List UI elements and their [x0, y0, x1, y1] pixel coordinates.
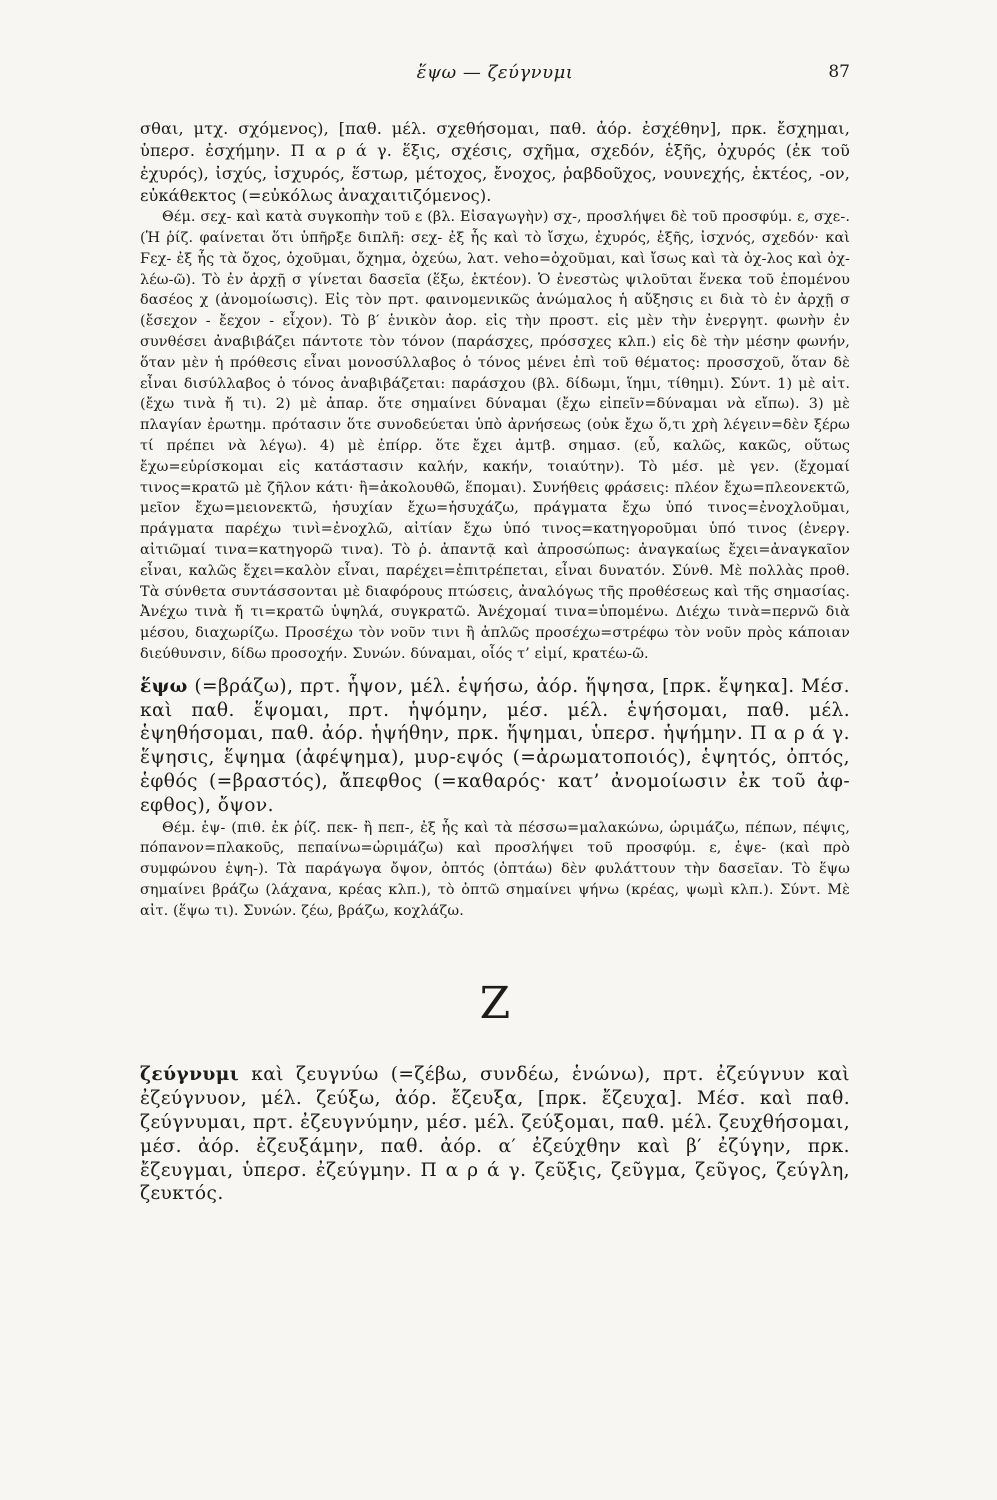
entry-text: (=βράζω), πρτ. ἧψον, μέλ. ἑψήσω, ἀόρ. ἥψησα, [πρκ. ἕψηκα]. Μέσ. καὶ παθ. ἕψομαι, πρτ. ἡψόμην, μέσ. μέλ. ἑψήσομαι, παθ. μέλ. ἑψηθήσομαι, παθ. ἀόρ. ἡψήθην, πρκ. ἥψημαι, ὑπερσ. ἡψήμην. Π α ρ ά γ. ἕψησις, ἕψημα (ἀφέψημα), μυρ-εψός (=ἀρωματοποιός), ἑψητός, ὀπτός, ἑφθός (=βραστός), ἄπεφθος (=καθαρός· κατ’ ἀνομοίωσιν ἐκ τοῦ ἀφ-εφθος), ὄψον.	[140, 675, 850, 816]
entry-text: καὶ ζευγνύω (=ζέβω, συνδέω, ἑνώνω), πρτ. ἐζεύγνυν καὶ ἐζεύγνυον, μέλ. ζεύξω, ἀόρ. ἔζευξα, [πρκ. ἔζευχα]. Μέσ. καὶ παθ. ζεύγνυμαι, πρτ. ἐζευγνύμην, μέσ. μέλ. ζεύξομαι, παθ. μέλ. ζευχθήσομαι, μέσ. ἀόρ. ἐζευξάμην, παθ. ἀόρ. α′ ἐζεύχθην καὶ β′ ἐζύγην, πρκ. ἔζευγμαι, ὑπερσ. ἐζεύγμην. Π α ρ ά γ. ζεῦξις, ζεῦγμα, ζεῦγος, ζεύγλη, ζευκτός.	[140, 1064, 851, 1205]
entry-zeugnymi	[140, 1063, 850, 1206]
etymology-block-hepso	[140, 818, 850, 922]
entry-hepso	[140, 675, 850, 818]
etymology-text: Θέμ. σεχ- καὶ κατὰ συγκοπὴν τοῦ ε (βλ. Εἰσαγωγὴν) σχ-, προσλήψει δὲ τοῦ προσφύμ. ε, σχε-. (Ἡ ῥίζ. φαίνεται ὅτι ὑπῆρξε διπλῆ: σεχ- ἐξ ἧς καὶ τὸ ἴσχω, ἐχυρός, ἑξῆς, ἰσχνός, σχεδόν· καὶ Ϝεχ- ἐξ ἧς τὰ ὄχος, ὀχοῦμαι, ὄχημα, ὀχεύω, λατ. veho=ὀχοῦμαι, καὶ ἴσως καὶ τὰ ὀχ-λος καὶ ὀχ-λέω-ῶ). Τὸ ἐν ἀρχῇ σ γίνεται δασεῖα (ἕξω, ἑκτέον). Ὁ ἐνεστὼς ψιλοῦται ἕνεκα τοῦ ἑπομένου δασέος χ (ἀνομοίωσις). Εἰς τὸν πρτ. φαινομενικῶς ἀνώμαλος ἡ αὔξησις ει διὰ τὸ ἐν ἀρχῇ σ (ἔσεχον - ἔεχον - εἶχον). Τὸ β′ ἑνικὸν ἀορ. εἰς τὴν προστ. εἰς μὲν τὴν ἐνεργητ. φωνὴν ἐν συνθέσει ἀναβιβάζει πάντοτε τὸν τόνον (παράσχες, πρόσσχες κλπ.) εἰς δὲ τὴν μέσην φωνήν, ὅταν μὲν ἡ πρόθεσις εἶναι μονοσύλλαβος ὁ τόνος μένει ἐπὶ τοῦ θέματος: προσσχοῦ, ὅταν δὲ εἶναι δισύλλαβος ὁ τόνος ἀναβιβάζεται: παράσχου (βλ. δίδωμι, ἵημι, τίθημι). Σύντ. 1) μὲ αἰτ. (ἔχω τινὰ ἤ τι). 2) μὲ ἀπαρ. ὅτε σημαίνει δύναμαι (ἔχω εἰπεῖν=δύναμαι νὰ εἴπω). 3) μὲ πλαγίαν ἐρωτημ. πρότασιν ὅτε συνοδεύεται ὑπὸ ἀρνήσεως (οὐκ ἔχω ὅ,τι χρὴ λέγειν=δὲν ξέρω τί πρέπει νὰ λέγω). 4) μὲ ἐπίρρ. ὅτε ἔχει ἀμτβ. σημασ. (εὖ, καλῶς, κακῶς, οὕτως ἔχω=εὑρίσκομαι εἰς κατάστασιν καλήν, κακήν, τοιαύτην). Τὸ μέσ. μὲ γεν. (ἔχομαί τινος=κρατῶ μὲ ζῆλον κάτι· ἢ=ἀκολουθῶ, ἕπομαι). Συνήθεις φράσεις: πλέον ἔχω=πλεονεκτῶ, μεῖον ἔχω=μειονεκτῶ, ἡσυχίαν ἔχω=ἡσυχάζω, πράγματα ἔχω ὑπό τινος=ἐνοχλοῦμαι, πράγματα παρέχω τινὶ=ἐνοχλῶ, αἰτίαν ἔχω ὑπό τινος=κατηγοροῦμαι ὑπό τινος (ἐνεργ. αἰτιῶμαί τινα=κατηγορῶ τινα). Τὸ ῥ. ἀπαντᾷ καὶ ἀπροσώπως: ἀναγκαίως ἔχει=ἀναγκαῖον εἶναι, καλῶς ἔχει=καλὸν εἶναι, παρέχει=ἐπιτρέπεται, εἶναι δυνατόν. Σύνθ. Μὲ πολλὰς προθ. Τὰ σύνθετα συντάσσονται μὲ διαφόρους πτώσεις, ἀναλόγως τῆς προθέσεως καὶ τῆς σημασίας. Ἀνέχω τινὰ ἤ τι=κρατῶ ὑψηλά, συγκρατῶ. Ἀνέχομαί τινα=ὑπομένω. Διέχω τινὰ=περνῶ διὰ μέσου, διαχωρίζω. Προσέχω τὸν νοῦν τινι ἢ ἁπλῶς προσέχω=στρέφω τὸν νοῦν πρὸς κάποιαν διεύθυνσιν, δίδω προσοχήν. Συνών. δύναμαι, οἷός τ’ εἰμί, κρατέω-ῶ.	[140, 209, 850, 662]
page-header	[140, 62, 850, 90]
headword-zeugnymi: ζεύγνυμι	[140, 1064, 240, 1086]
page-number: 87	[828, 62, 850, 82]
page-body	[140, 118, 850, 1206]
entry-continuation: σθαι, μτχ. σχόμενος), [παθ. μέλ. σχεθήσομαι, παθ. ἀόρ. ἐσχέθην], πρκ. ἔσχημαι, ὑπερσ. ἐσχήμην. Π α ρ ά γ. ἕξις, σχέσις, σχῆμα, σχεδόν, ἑξῆς, ὀχυρός (ἐκ τοῦ ἐχυρός), ἰσχύς, ἰσχυρός, ἕστωρ, μέτοχος, ἔνοχος, ῥαβδοῦχος, νουνεχής, ἑκτέος, -ον, εὐκάθεκτος (=εὐκόλως ἀναχαιτιζόμενος).	[140, 119, 850, 205]
etymology-text: Θέμ. ἑψ- (πιθ. ἐκ ῥίζ. πεκ- ἢ πεπ-, ἐξ ἧς καὶ τὰ πέσσω=μαλακώνω, ὡριμάζω, πέπων, πέψις, πόπανον=πλακοῦς, πεπαίνω=ὡριμάζω) καὶ προσλήψει τοῦ προσφύμ. ε, ἑψε- (καὶ πρὸ συμφώνου ἑψη-). Τὰ παράγωγα ὄψον, ὀπτός (ὀπτάω) δὲν φυλάττουν τὴν δασεῖαν. Τὸ ἕψω σημαίνει βράζω (λάχανα, κρέας κλπ.), τὸ ὀπτῶ σημαίνει ψήνω (κρέας, ψωμὶ κλπ.). Σύντ. Μὲ αἰτ. (ἕψω τι). Συνών. ζέω, βράζω, κοχλάζω.	[140, 819, 850, 919]
headword-hepso: ἕψω	[140, 675, 188, 697]
running-head: ἕψω — ζεύγνυμι	[416, 62, 574, 83]
etymology-block-echo	[140, 207, 850, 665]
section-letter-heading: Ζ	[479, 978, 511, 1030]
